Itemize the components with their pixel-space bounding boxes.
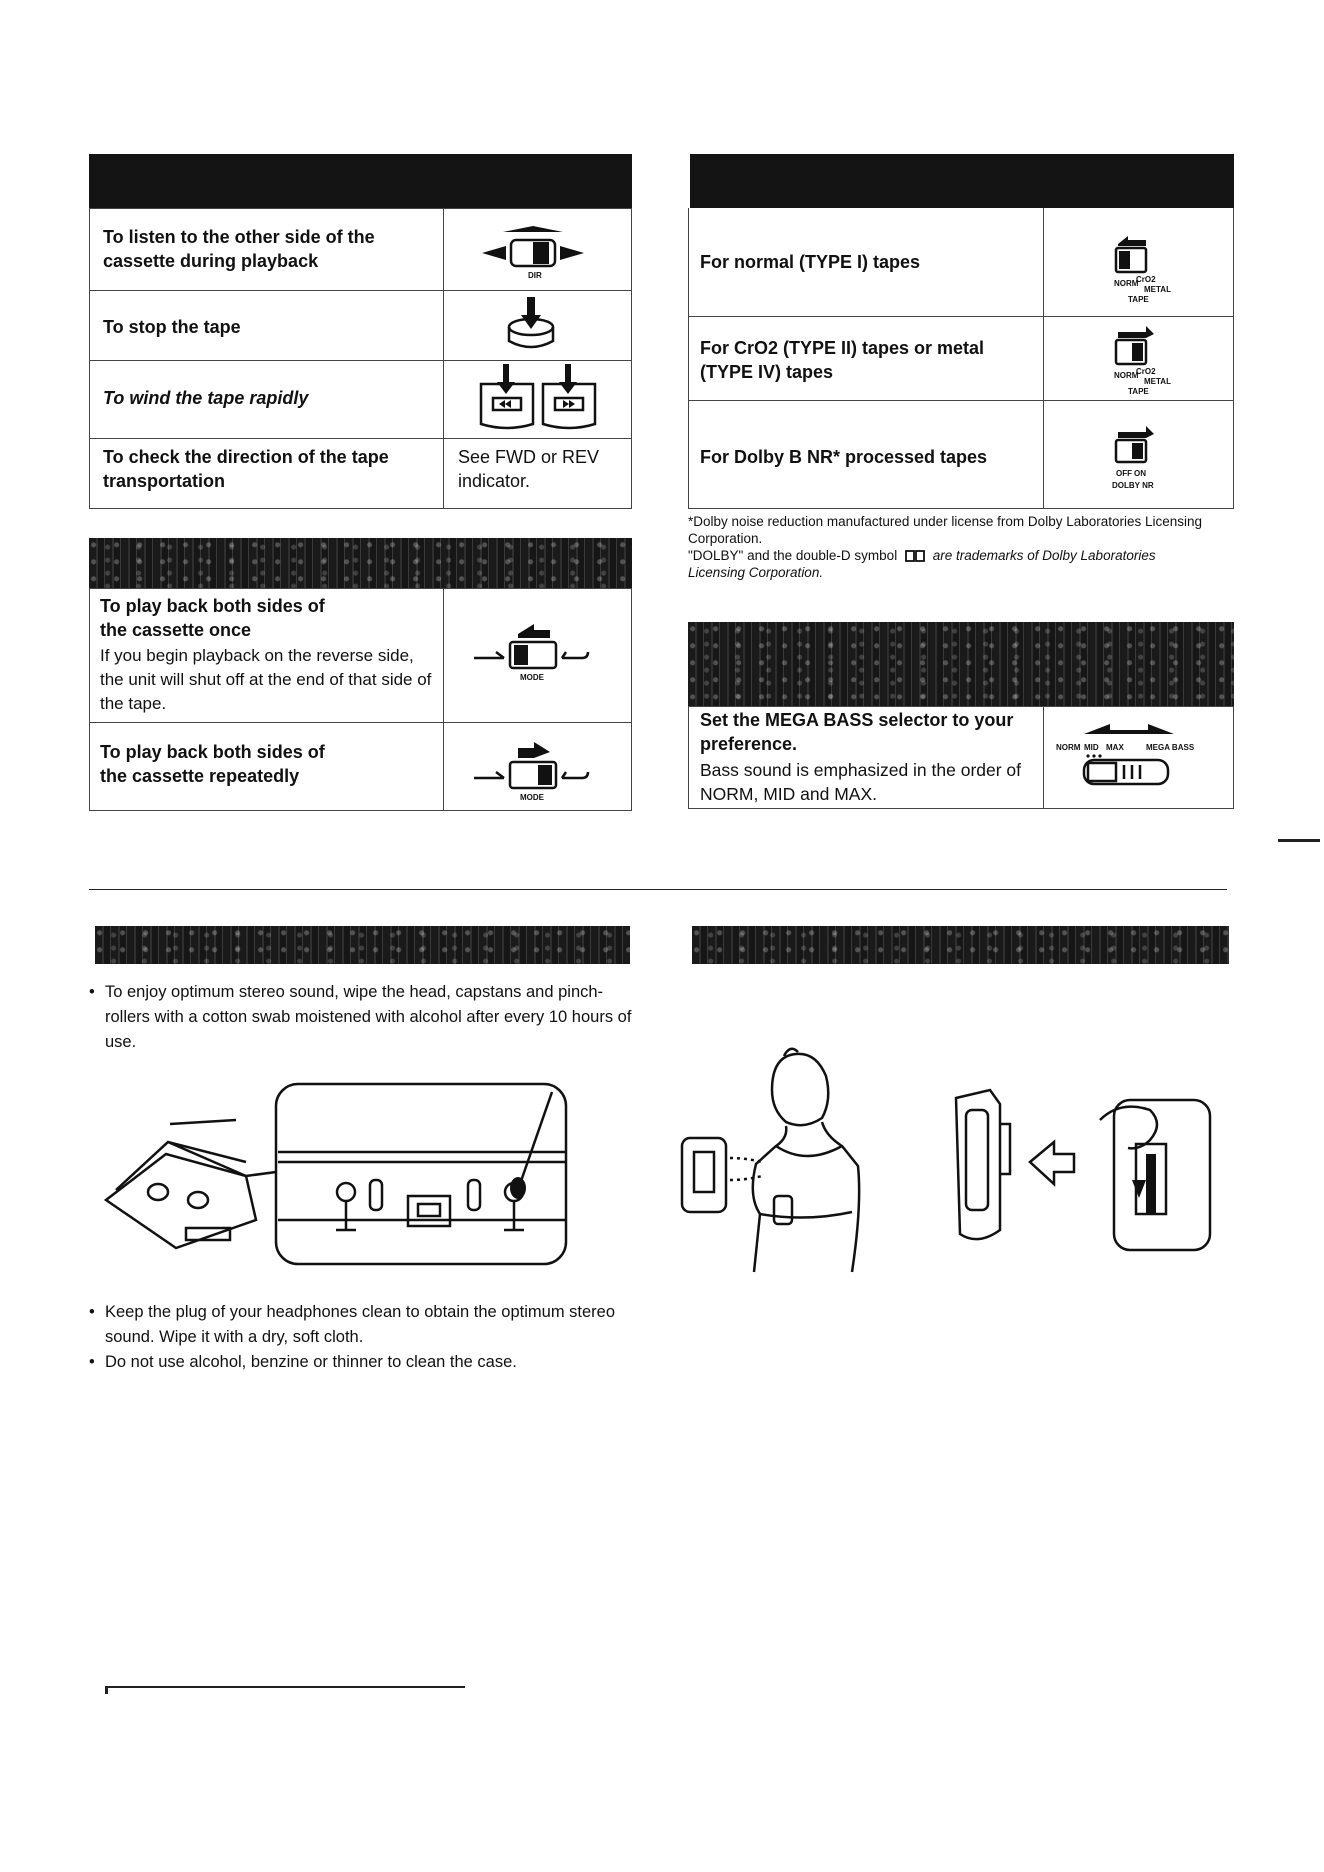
dolby-label-on: ON [1134,469,1146,478]
bass-label-norm: NORM [1056,743,1081,752]
footer-rule-tick [105,1686,108,1694]
horizontal-divider [89,889,1227,890]
playback-mode-title: To play back both sides of the cassette once [100,596,325,640]
table-rule [631,588,632,810]
table-rule [688,706,1234,707]
dir-label: DIR [528,271,542,280]
table-rule [89,290,632,291]
cassette-head-cleaning-illustration [96,1080,576,1270]
table-rule [89,208,90,508]
belt-clip-attach-illustration [950,1084,1220,1264]
stop-button-icon [503,293,563,353]
section-header-bar [692,926,1229,964]
table-rule [443,208,444,508]
table-rule [89,588,632,589]
table-rule [1043,208,1044,508]
operation-row-text: To wind the tape rapidly [103,388,309,408]
dolby-footnote-line-1: *Dolby noise reduction manufactured under license from Dolby Laboratories Licensing Corporation. [688,514,1203,546]
section-header-bar [95,926,630,964]
table-rule [1233,208,1234,508]
maintenance-bullet [89,980,634,1055]
footer-rule [105,1686,465,1688]
tape-label-metal: METAL [1144,285,1171,294]
mega-bass-note: Bass sound is emphasized in the order of NORM, MID and MAX. [700,760,1022,804]
bullet-dot: • [89,983,95,1001]
section-header-bar [89,538,632,588]
direction-switch-icon [478,218,588,288]
tape-select-switch-icon [1094,232,1184,312]
table-rule [688,808,1234,809]
bullet-dot: • [89,1303,95,1321]
mega-bass-switch-icon [1048,720,1228,800]
table-rule [631,208,632,508]
double-d-symbol-icon [905,550,925,562]
maintenance-bullet-text: Do not use alcohol, benzine or thinner to clean the case. [105,1353,517,1371]
mode-label: MODE [520,673,544,682]
maintenance-bullet-text: To enjoy optimum stereo sound, wipe the head, capstans and pinch-rollers with a cotton swab moistened with alcohol after every 10 hours of use. [105,983,632,1051]
table-rule [443,588,444,810]
section-header-bar [89,154,632,208]
table-rule [1233,706,1234,808]
operation-row-answer: See FWD or REV indicator. [458,447,600,491]
mode-switch-icon [470,740,590,806]
tape-label-cro2: CrO2 [1136,367,1156,376]
mode-switch-icon [470,620,590,686]
table-rule [1043,706,1044,808]
bullet-dot: • [89,1353,95,1371]
playback-mode-note: If you begin playback on the reverse side, the unit will shut off at the end of that side of the tape. [100,646,432,713]
table-rule [688,508,1234,509]
table-rule [89,360,632,361]
dolby-label-nr: DOLBY NR [1112,481,1154,490]
table-rule [89,438,632,439]
tape-type-text: For normal (TYPE I) tapes [700,252,921,272]
table-rule [89,588,90,810]
dolby-footnote-line-3: are trademarks of Dolby Laboratories Licensing Corporation. [688,548,1156,580]
tape-label-norm: NORM [1114,371,1139,380]
section-header-bar [688,622,1234,706]
table-rule [89,722,632,723]
operation-row-text: To stop the tape [103,317,241,337]
section-header-bar [690,154,1234,208]
table-rule [89,810,632,811]
tape-label-metal: METAL [1144,377,1171,386]
dolby-footnote-line-2: "DOLBY" and the double-D symbol [688,548,898,563]
operation-row-text: To check the direction of the tape transportation [103,447,389,491]
tape-label-norm: NORM [1114,279,1139,288]
playback-mode-title: To play back both sides of the cassette repeatedly [100,742,325,786]
tape-type-text: For CrO2 (TYPE II) tapes or metal (TYPE IV) tapes [700,338,985,382]
tape-select-switch-icon [1094,322,1184,402]
table-rule [688,208,689,508]
tape-type-text: For Dolby B NR* processed tapes [700,447,988,467]
tape-label-cro2: CrO2 [1136,275,1156,284]
dolby-label-off: OFF [1116,469,1132,478]
bass-label-max: MAX [1106,743,1124,752]
tape-label-tape: TAPE [1128,295,1149,304]
tape-label-tape: TAPE [1128,387,1149,396]
maintenance-bullet-text: Keep the plug of your headphones clean to obtain the optimum stereo sound. Wipe it with a dry, soft cloth. [105,1303,616,1346]
maintenance-bullet [89,1300,634,1375]
person-wearing-player-illustration [676,1046,896,1276]
table-rule [688,706,689,808]
operation-row-text: To listen to the other side of the cassette during playback [103,227,375,271]
mega-bass-title: Set the MEGA BASS selector to your preference. [700,710,1014,754]
dolby-footnote [688,513,1208,581]
mode-label: MODE [520,793,544,802]
rewind-fast-forward-icon [475,362,605,432]
bass-label-mid: MID [1084,743,1099,752]
dolby-switch-icon [1094,422,1184,502]
table-rule [89,208,632,209]
table-rule [89,508,632,509]
edge-mark [1278,839,1320,842]
table-rule [688,316,1234,317]
bass-label-mega-bass: MEGA BASS [1146,743,1195,752]
